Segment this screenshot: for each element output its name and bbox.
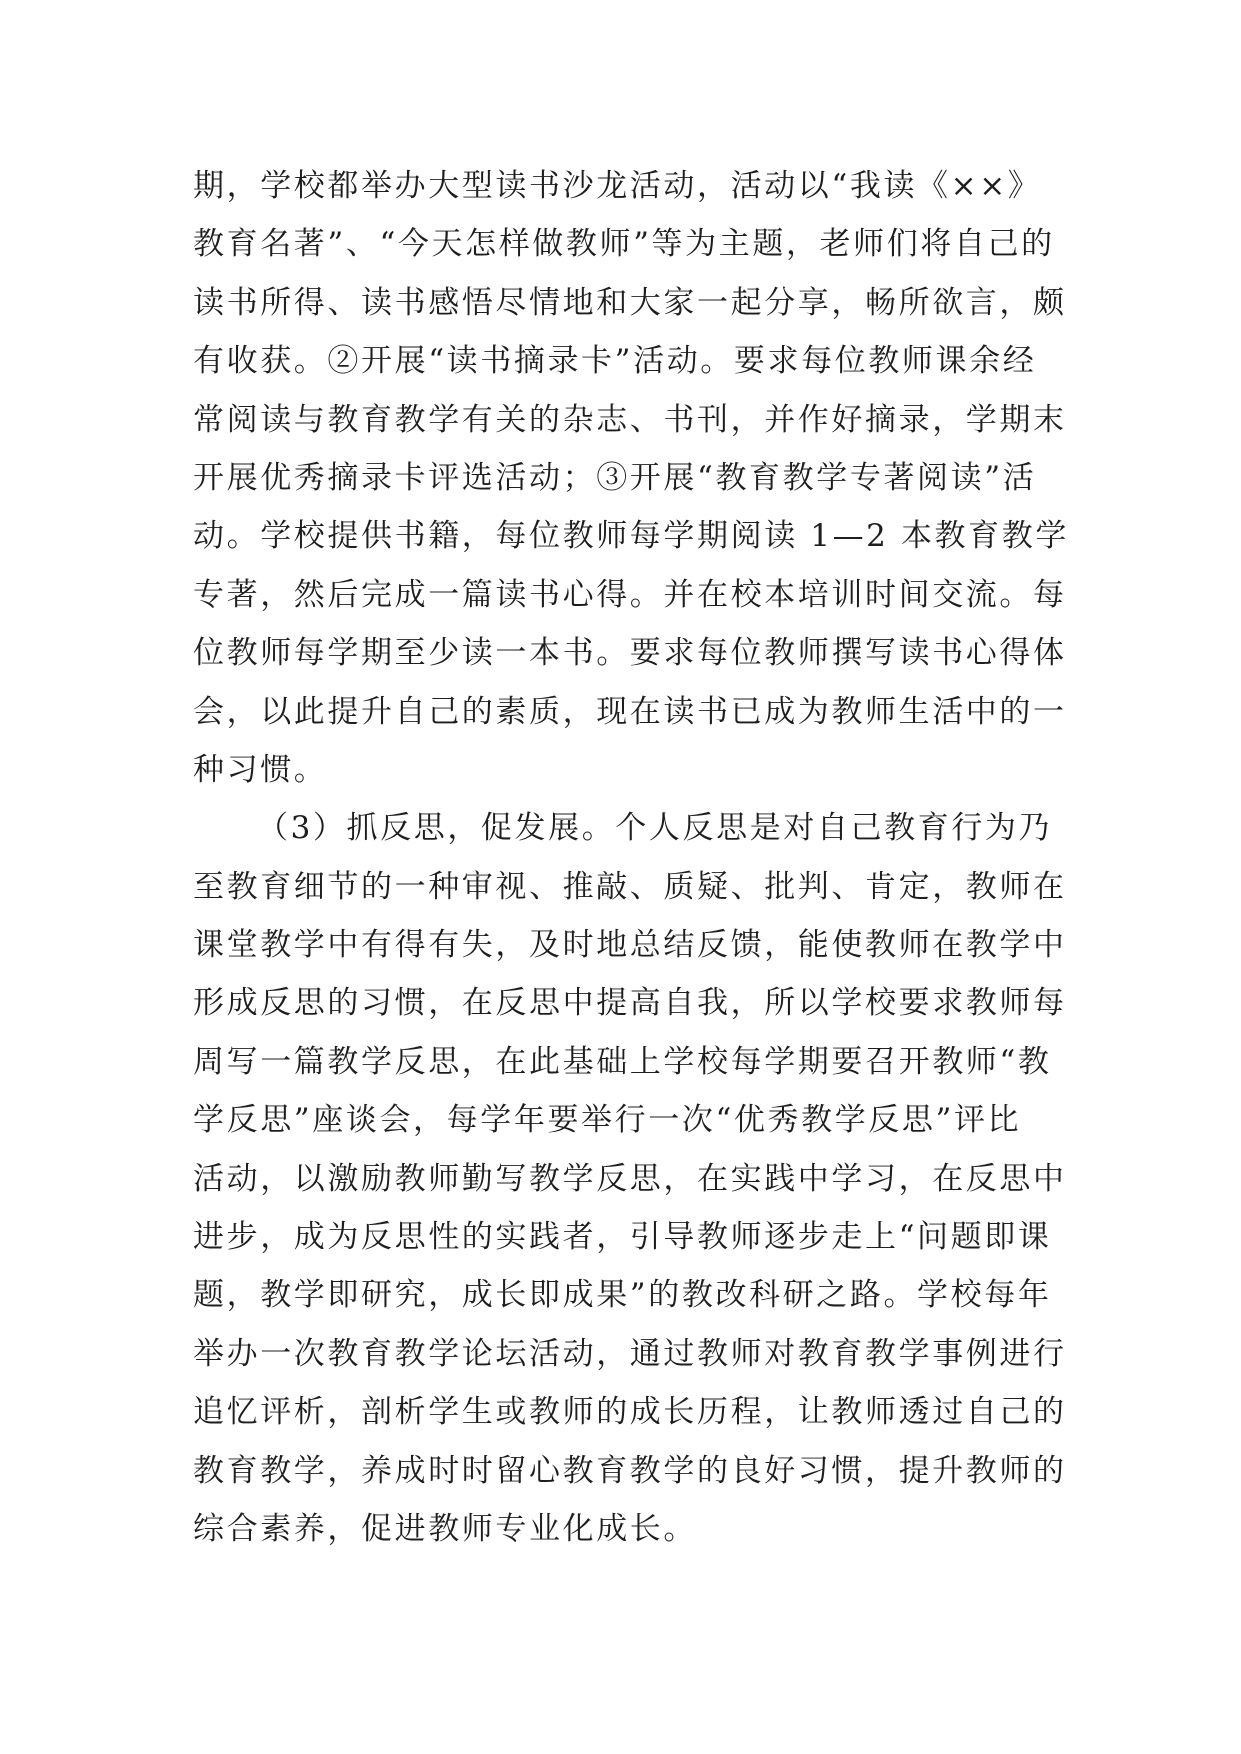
text-line: 题，教学即研究，成长即成果”的教改科研之路。学校每年 (193, 1277, 1052, 1314)
text-line: 期，学校都举办大型读书沙龙活动，活动以“我读《××》 (193, 168, 1042, 204)
text-line: 活动，以激励教师勤写教学反思，在实践中学习，在反思中 (193, 1160, 1067, 1197)
text-line: 专著，然后完成一篇读书心得。并在校本培训时间交流。每 (193, 576, 1067, 613)
text-line: 教育名著”、“今天怎样做教师”等为主题，老师们将自己的 (193, 226, 1055, 263)
text-line: 开展优秀摘录卡评选活动；③开展“教育教学专著阅读”活 (193, 459, 1037, 496)
paragraph-start-line: （3）抓反思，促发展。个人反思是对自己教育行为乃 (257, 810, 1053, 847)
text-line: 位教师每学期至少读一本书。要求每位教师撰写读书心得体 (193, 635, 1067, 672)
body-text (193, 157, 1069, 1558)
text-line: 课堂教学中有得有失，及时地总结反馈，能使教师在教学中 (193, 927, 1067, 964)
text-line: 种习惯。 (193, 751, 328, 788)
text-line: 动。学校提供书籍，每位教师每学期阅读 1—2 本教育教学 (193, 518, 1069, 555)
text-line: 至教育细节的一种审视、推敲、质疑、批判、肯定，教师在 (193, 868, 1067, 905)
text-line: 会，以此提升自己的素质，现在读书已成为教师生活中的一 (193, 693, 1067, 730)
text-line: 周写一篇教学反思，在此基础上学校每学期要召开教师“教 (193, 1043, 1052, 1080)
text-line: 进步，成为反思性的实践者，引导教师逐步走上“问题即课 (193, 1219, 1052, 1256)
text-line: 举办一次教育教学论坛活动，通过教师对教育教学事例进行 (193, 1335, 1067, 1372)
text-line: 形成反思的习惯，在反思中提高自我，所以学校要求教师每 (193, 985, 1067, 1022)
text-line: 学反思”座谈会，每学年要举行一次“优秀教学反思”评比 (193, 1102, 1022, 1139)
text-line: 读书所得、读书感悟尽情地和大家一起分享，畅所欲言，颇 (193, 284, 1067, 321)
text-line: 有收获。②开展“读书摘录卡”活动。要求每位教师课余经 (193, 343, 1037, 380)
text-line: 教育教学，养成时时留心教育教学的良好习惯，提升教师的 (193, 1452, 1067, 1489)
text-line: 追忆评析，剖析学生或教师的成长历程，让教师透过自己的 (193, 1394, 1067, 1431)
text-line: 常阅读与教育教学有关的杂志、书刊，并作好摘录，学期末 (193, 401, 1067, 438)
text-line: 综合素养，促进教师专业化成长。 (193, 1510, 697, 1547)
